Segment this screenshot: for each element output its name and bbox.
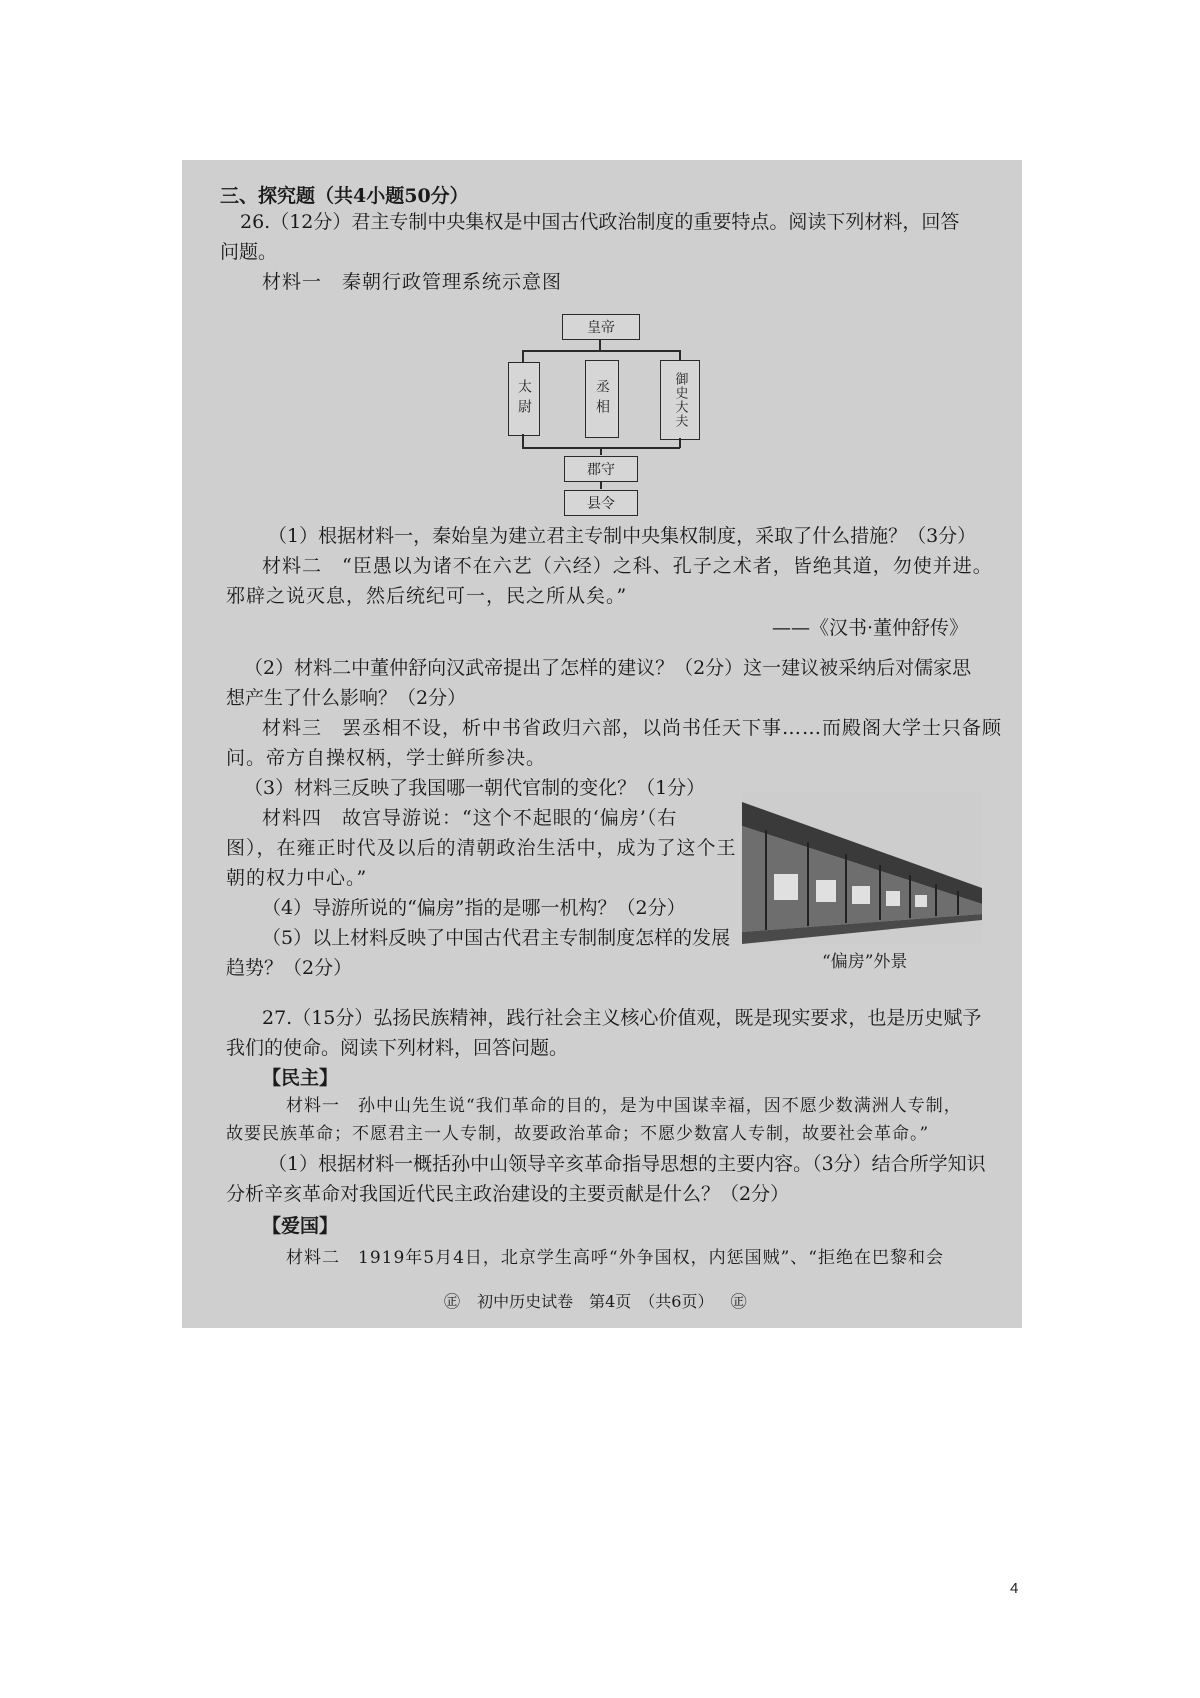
material3-line1: 材料三 罢丞相不设，析中书省政归六部，以尚书任天下事……而殿阁大学士只备顾 — [262, 717, 1003, 739]
section-title: 三、探究题（共4小题50分） — [220, 185, 469, 207]
diagram-xianling: 县令 — [564, 490, 638, 516]
diagram-connector — [522, 350, 680, 352]
diagram-connector — [522, 350, 524, 362]
q26-question-2: （2）材料二中董仲舒向汉武帝提出了怎样的建议？（2分）这一建议被采纳后对儒家思 — [244, 657, 972, 679]
q26-question-2-cont: 想产生了什么影响？（2分） — [226, 687, 467, 709]
diagram-connector — [600, 481, 602, 489]
diagram-taiwei: 太尉 — [508, 362, 540, 436]
material4-line3: 朝的权力中心。” — [226, 867, 368, 889]
footer-mark-left: ㊣ — [444, 1292, 461, 1311]
footer-text: 初中历史试卷 第4页 （共6页） — [477, 1292, 714, 1311]
footer-mark-right: ㊣ — [730, 1292, 747, 1311]
material2-line2: 邪辟之说灭息，然后统纪可一，民之所从矣。” — [226, 585, 628, 607]
material4-line1: 材料四 故宫导游说：“这个不起眼的‘偏房’（右 — [262, 807, 678, 829]
diagram-emperor: 皇帝 — [562, 314, 640, 340]
photo-caption: “偏房”外景 — [822, 952, 908, 972]
q27-material1-line2: 故要民族革命；不愿君主一人专制，故要政治革命；不愿少数富人专制，故要社会革命。” — [226, 1124, 930, 1144]
material4-line2: 图），在雍正时代及以后的清朝政治生活中，成为了这个王 — [226, 837, 737, 859]
q26-intro-cont: 问题。 — [220, 241, 278, 263]
diagram-connector — [522, 434, 524, 448]
q26-question-5-cont: 趋势？（2分） — [226, 957, 353, 979]
q26-question-3: （3）材料三反映了我国哪一朝代官制的变化？（1分） — [244, 777, 706, 799]
footer — [444, 1290, 747, 1314]
material3-line2: 问。帝方自操权柄，学士鲜所参决。 — [226, 747, 547, 769]
q26-question-1: （1）根据材料一，秦始皇为建立君主专制中央集权制度，采取了什么措施？（3分） — [268, 525, 977, 547]
q27-intro: 27.（15分）弘扬民族精神，践行社会主义核心价值观，既是现实要求，也是历史赋予 — [262, 1007, 982, 1029]
q27-material2-line1: 材料二 1919年5月4日，北京学生高呼“外争国权，内惩国贼”、“拒绝在巴黎和会 — [286, 1248, 944, 1268]
q27-question-1: （1）根据材料一概括孙中山领导辛亥革命指导思想的主要内容。（3分）结合所学知识 — [268, 1153, 986, 1175]
diagram-chengxiang: 丞相 — [585, 360, 619, 438]
q26-question-5: （5）以上材料反映了中国古代君主专制制度怎样的发展 — [262, 927, 731, 949]
scanned-exam-page — [182, 160, 1022, 1328]
diagram-connector — [600, 447, 602, 455]
q26-intro: 26.（12分）君主专制中央集权是中国古代政治制度的重要特点。阅读下列材料，回答 — [240, 211, 960, 233]
material2-line1: 材料二 “臣愚以为诸不在六艺（六经）之科、孔子之术者，皆绝其道，勿使并进。 — [262, 555, 993, 577]
diagram-yushidafu: 御史大夫 — [660, 360, 700, 440]
q26-question-4: （4）导游所说的“偏房”指的是哪一机构？（2分） — [262, 897, 686, 919]
q27-material1-line1: 材料一 孙中山先生说“我们革命的目的，是为中国谋幸福，因不愿少数满洲人专制， — [286, 1096, 962, 1116]
patriotism-header: 【爱国】 — [262, 1215, 339, 1237]
material1-label: 材料一 秦朝行政管理系统示意图 — [262, 271, 563, 293]
q27-intro-cont: 我们的使命。阅读下列材料，回答问题。 — [226, 1037, 569, 1059]
q27-question-1-cont: 分析辛亥革命对我国近代民主政治建设的主要贡献是什么？（2分） — [226, 1183, 790, 1205]
pianfang-photo — [742, 792, 982, 944]
democracy-header: 【民主】 — [262, 1067, 339, 1089]
material2-source: ——《汉书·董仲舒传》 — [772, 617, 969, 639]
page-number: 4 — [1010, 1580, 1019, 1597]
diagram-junshou: 郡守 — [564, 456, 638, 482]
